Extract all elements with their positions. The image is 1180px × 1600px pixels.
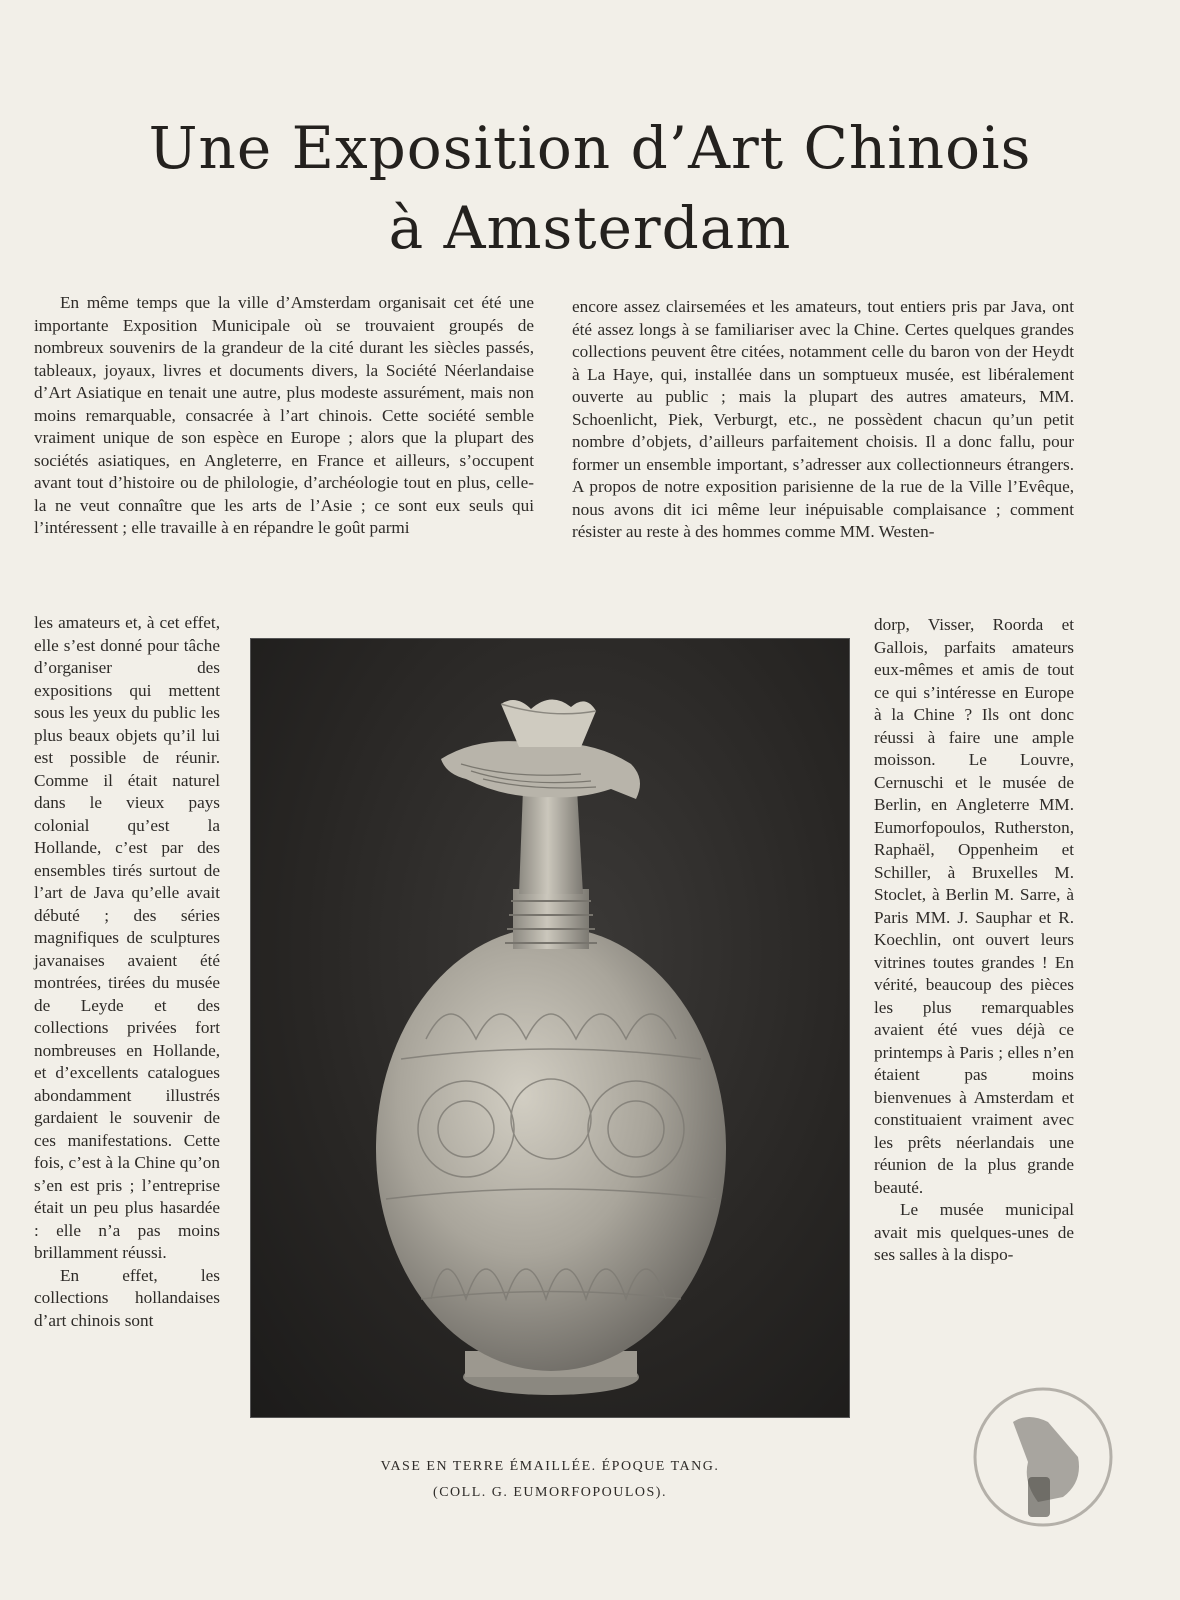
left-column-bottom <box>34 612 220 1332</box>
paragraph-intro: En même temps que la ville d’Amsterdam organisait cet été une importante Exposition Municipale où se trouvaient groupés de nombreux souvenirs de la grandeur de la cité durant les siècles passés, tableaux, joyaux, livres et documents divers, la Société Néerlandaise d’Art Asiatique en tenait une autre, plus modeste assurément, mais non moins remarquable, consacrée à l’art chinois. Cette société semble vraiment unique de son espèce en Europe ; alors que la plupart des sociétés asiatiques, en Angleterre, en France et ailleurs, s’occupent avant tout d’histoire ou de philologie, d’archéologie tout en plus, celle-la ne veut connaître que les arts de l’Asie ; ce sont eux seuls qui l’intéressent ; elle travaille à en répandre le goût parmi <box>34 293 534 537</box>
library-stamp-watermark <box>968 1382 1118 1532</box>
paragraph-society: les amateurs et, à cet effet, elle s’est donné pour tâche d’organiser des expositions qui mettent sous les yeux du public les plus beaux objets qu’il lui est possible de réunir. Comme il était naturel dans le vieux pays colonial qu’est la Hollande, c’est par des ensembles tirés surtout de l’art de Java qu’elle avait débuté ; des séries magnifiques de sculptures javanaises avaient été montrées, tirées du musée de Leyde et des collections privées fort nombreuses en Hollande, et d’excellents catalogues abondamment illustrés gardaient le souvenir de ces manifestations. Cette fois, c’est à la Chine qu’on s’en est pris ; l’entreprise était un peu plus hasardée : elle n’a pas moins brillamment réussi. <box>34 613 220 1262</box>
vase-illustration <box>251 639 850 1418</box>
article-title <box>0 108 1180 268</box>
caption-line-1: VASE EN TERRE ÉMAILLÉE. ÉPOQUE TANG. <box>380 1459 720 1474</box>
paragraph-musee: Le musée municipal avait mis quelques-unes de ses salles à la dispo- <box>874 1200 1074 1264</box>
caption-line-2: (COLL. G. EUMORFOPOULOS). <box>433 1485 667 1500</box>
right-column-top <box>572 296 1074 544</box>
vase-photo <box>250 638 850 1418</box>
left-column-top <box>34 292 534 540</box>
paragraph-lenders: dorp, Visser, Roorda et Gallois, parfaits amateurs eux-mêmes et amis de tout ce qui s’intéresse en Europe à la Chine ? Ils ont donc réussi à faire une ample moisson. Le Louvre, Cernuschi et le musée de Berlin, en Angleterre MM. Eumorfopoulos, Rutherston, Raphaël, Oppenheim et Schiller, à Bruxelles M. Stoclet, à Berlin M. Sarre, à Paris MM. J. Sauphar et R. Koechlin, ont ouvert leurs vitrines toutes grandes ! En vérité, beaucoup des pièces les plus remarquables avaient été vues déjà ce printemps à Paris ; elles n’en étaient pas moins bienvenues à Amsterdam et constituaient vraiment avec les prêts néerlandais une réunion de la plus grande beauté. <box>874 615 1074 1197</box>
right-column-bottom <box>874 614 1074 1267</box>
figure-caption <box>250 1454 850 1506</box>
paragraph-en-effet: En effet, les collections hollandaises d’art chinois sont <box>34 1265 220 1330</box>
hand-stamp-icon <box>968 1382 1118 1532</box>
title-line-2: à Amsterdam <box>388 194 792 262</box>
vase-figure <box>250 638 850 1418</box>
paragraph-collections: encore assez clairsemées et les amateurs, tout entiers pris par Java, ont été assez longs à se familiariser avec la Chine. Certes quelques grandes collections peuvent être citées, notamment celle du baron von der Heydt à La Haye, qui, installée dans un somptueux musée, est libéralement ouverte au public ; mais la plupart des autres amateurs, MM. Schoenlicht, Piek, Verburgt, etc., ne possèdent chacun qu’un petit nombre d’objets, d’ailleurs parfaitement choisis. Il a donc fallu, pour former un ensemble important, s’adresser aux collectionneurs étrangers. A propos de notre exposition parisienne de la rue de la Ville l’Evêque, nous avons dit ici même leur inépuisable complaisance ; comment résister au reste à des hommes comme MM. Westen- <box>572 297 1074 541</box>
title-line-1: Une Exposition d’Art Chinois <box>148 114 1032 182</box>
